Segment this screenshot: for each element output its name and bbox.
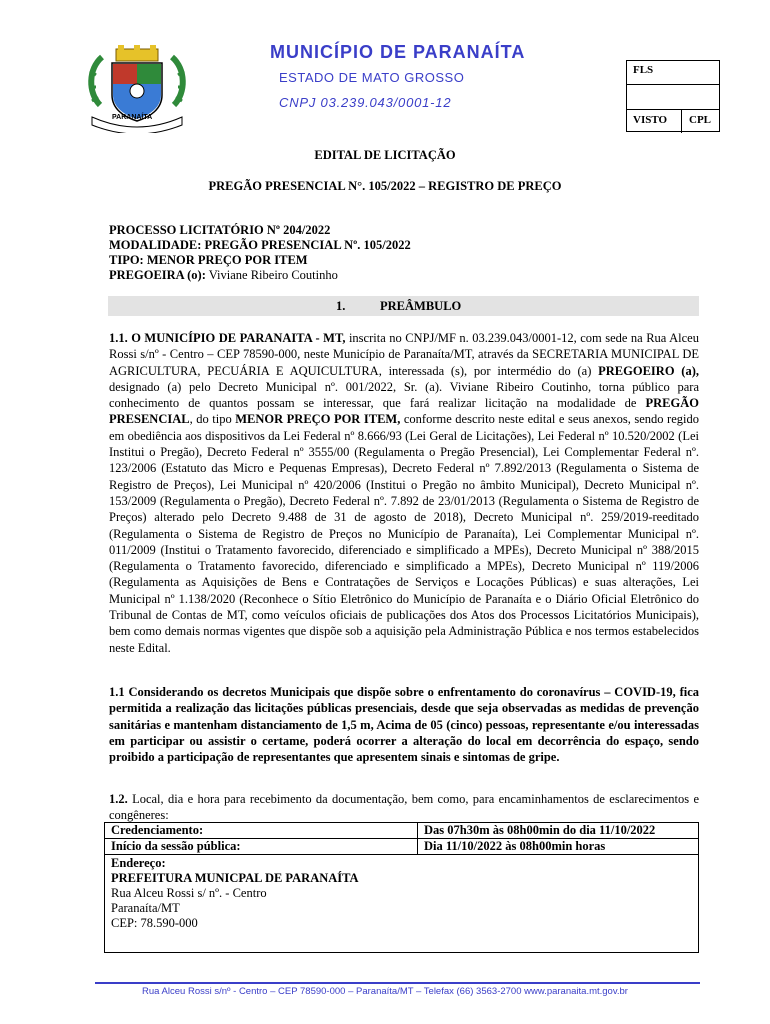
modalidade-line: MODALIDADE: PREGÃO PRESENCIAL Nº. 105/2022: [109, 238, 411, 252]
endereco-name: PREFEITURA MUNICPAL DE PARANAÍTA: [111, 871, 359, 885]
endereco-label: Endereço:: [111, 856, 166, 870]
fls-label: FLS: [633, 64, 654, 76]
municipality-name: MUNICÍPIO DE PARANAÍTA: [270, 42, 526, 62]
local-number: 1.2.: [109, 792, 128, 806]
fls-stamp-box: [626, 60, 720, 132]
section-heading-bar: [108, 296, 699, 316]
preambulo-text-1: inscrita no CNPJ/MF n. 03.239.043/0001-12, com sede na Rua Alceu Rossi s/nº - Centro – CEP 78590-000, neste Município de Paranaíta/MT, através da SECRETARIA MUNICIPAL DE AGRICULTURA, PECUÁRIA E AQUICULTURA, interessada (s), por intermédio do (a): [109, 331, 699, 378]
endereco-cell: [105, 855, 699, 953]
table-row: [105, 855, 699, 953]
state-name: ESTADO DE MATO GROSSO: [279, 70, 465, 85]
endereco-city: Paranaíta/MT: [111, 901, 180, 915]
section-title: PREÂMBULO: [380, 299, 462, 313]
table-row: [105, 839, 699, 855]
sessao-label: Início da sessão pública:: [105, 839, 418, 855]
schedule-table: [104, 822, 699, 953]
visto-label: VISTO: [633, 114, 668, 126]
preambulo-text-3: , do tipo: [189, 412, 236, 427]
document-subtitle: PREGÃO PRESENCIAL N°. 105/2022 – REGISTRO DE PREÇO: [208, 179, 562, 193]
document-title: EDITAL DE LICITAÇÃO: [314, 148, 456, 162]
preambulo-paragraph: [109, 330, 699, 656]
cnpj-number: CNPJ 03.239.043/0001-12: [279, 95, 452, 110]
cpl-label: CPL: [689, 114, 711, 126]
covid-paragraph: 1.1 Considerando os decretos Municipais que dispõe sobre o enfrentamento do coronavírus – COVID-19, fica permitida a realização das licitações públicas presenciais, desde que seja observadas as medidas de prevenção sanitárias e mantenham distanciamento de 1,5 m, Acima de 05 (cinco) pessoas, representante e/ou interessadas em participar ou assistir o certame, poderá ocorrer a alteração do local em decorrência do espaço, sendo proibido a participação de representantes que apresentem sinais e sintomas de gripe.: [109, 685, 699, 765]
credenciamento-value: Das 07h30m às 08h00min do dia 11/10/2022: [418, 823, 699, 839]
pregoeira-value: Viviane Ribeiro Coutinho: [205, 268, 338, 282]
processo-line: PROCESSO LICITATÓRIO Nº 204/2022: [109, 223, 331, 237]
seal-text: PARANAÍTA: [112, 114, 153, 121]
pregoeira-label: PREGOEIRA (o):: [109, 268, 206, 282]
preambulo-tipo: MENOR PREÇO POR ITEM,: [235, 412, 401, 427]
tipo-line: TIPO: MENOR PREÇO POR ITEM: [109, 253, 308, 267]
section-number: 1.: [336, 299, 346, 313]
preambulo-text-4: conforme descrito neste edital e seus anexos, sendo regido em obediência aos dispositivos da Lei Federal nº 8.666/93 (Lei Geral de Licitações), Lei Federal nº 10.520/2002 (Lei Institui o Pregão), Decreto Federal nº 3555/00 (Regulamenta o Pregão Presencial), Lei Complementar Federal nº. 123/2006 (Estatuto das Micro e Pequenas Empresas), Decreto Federal nº 7.892/2013 (Regulamenta o Sistema de Registro de Preços), Lei Municipal nº 420/2006 (Institui o Pregão no âmbito Municipal), Decreto Municipal nº. 153/2009 (Regulamenta o Pregão), Decreto Federal nº. 7.892 de 23/01/2013 (Regulamenta o Sistema de Registro de Preços) alterado pelo Decreto 9.488 de 31 de agosto de 2018), Decreto Municipal nº. 259/2019-reeditado (Regulamenta o Sistema de Registro de Preços no Município de Paranaíta), Lei Complementar Municipal nº. 011/2009 (Institui o Tratamento favorecido, diferenciado e simplificado a MPEs), Decreto Municipal nº 388/2015 (Regulamenta o Tratamento favorecido, diferenciado e simplificado a MPEs), Decreto Municipal nº 119/2006 (Regulamenta as Aquisições de Bens e Contratações de Serviços e Locações Públicas) e suas alterações, Lei Municipal nº 1.138/2020 (Reconhece o Sítio Eletrônico do Município de Paranaíta e o Diário Oficial Eletrônico do Tribunal de Contas de MT, como veículos oficiais de publicações dos Atos dos Processos Licitatórios Municipais), bem como demais normas vigentes que dispõe sob a aquisição pela Administração Pública e nos termos estabelecidos neste Edital.: [109, 412, 699, 655]
credenciamento-label: Credenciamento:: [105, 823, 418, 839]
preambulo-pregoeiro: PREGOEIRO (a),: [598, 363, 699, 378]
pregoeira-line: [109, 268, 338, 283]
table-row: [105, 823, 699, 839]
local-paragraph: [109, 791, 699, 824]
sessao-value: Dia 11/10/2022 às 08h00min horas: [418, 839, 699, 855]
preambulo-text-2: designado (a) pelo Decreto Municipal nº. 001/2022, Sr. (a). Viviane Ribeiro Coutinho, torna público para conhecimento de quantos possam se interessar, que fará realizar licitação na modalidade de: [109, 379, 699, 411]
local-text: Local, dia e hora para recebimento da documentação, bem como, para encaminhamentos de esclarecimentos e congêneres:: [109, 792, 699, 823]
preambulo-lead: 1.1. O MUNICÍPIO DE PARANAITA - MT,: [109, 331, 346, 345]
preambulo-modalidade: PREGÃO PRESENCIAL: [109, 396, 699, 427]
footer-divider: [95, 982, 700, 984]
footer-address: Rua Alceu Rossi s/nº - Centro – CEP 78590-000 – Paranaíta/MT – Telefax (66) 3563-2700 www.paranaita.mt.gov.br: [142, 986, 628, 997]
endereco-street: Rua Alceu Rossi s/ nº. - Centro: [111, 886, 267, 900]
endereco-cep: CEP: 78.590-000: [111, 916, 198, 930]
